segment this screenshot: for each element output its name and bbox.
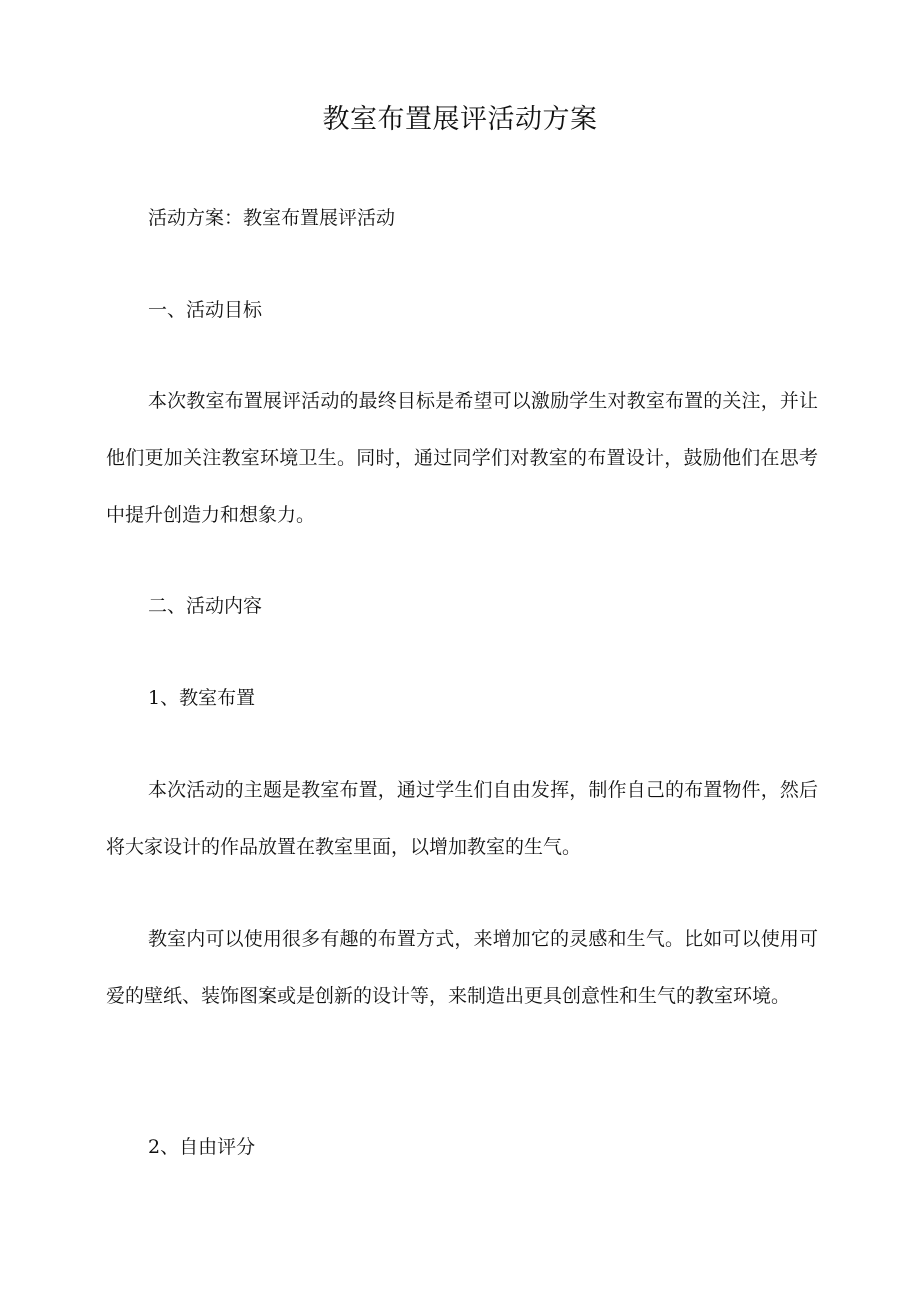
section-heading-goals: 一、活动目标 (148, 299, 263, 321)
goals-paragraph: 本次教室布置展评活动的最终目标是希望可以激励学生对教室布置的关注，并让他们更加关注教室环境卫生。同时，通过同学们对教室的布置设计，鼓励他们在思考中提升创造力和想象力。 (106, 390, 818, 526)
layout-paragraph-2: 教室内可以使用很多有趣的布置方式，来增加它的灵感和生气。比如可以使用可爱的壁纸、装饰图案或是创新的设计等，来制造出更具创意性和生气的教室环境。 (106, 928, 818, 1007)
item-heading-free-scoring: 2、自由评分 (148, 1136, 256, 1158)
layout-paragraph-1: 本次活动的主题是教室布置，通过学生们自由发挥，制作自己的布置物件，然后将大家设计的作品放置在教室里面，以增加教室的生气。 (106, 779, 818, 858)
document-title: 教室布置展评活动方案 (322, 104, 598, 135)
item-heading-classroom-layout: 1、教室布置 (148, 687, 256, 709)
section-heading-content: 二、活动内容 (148, 595, 263, 617)
plan-subtitle: 活动方案：教室布置展评活动 (148, 207, 396, 229)
